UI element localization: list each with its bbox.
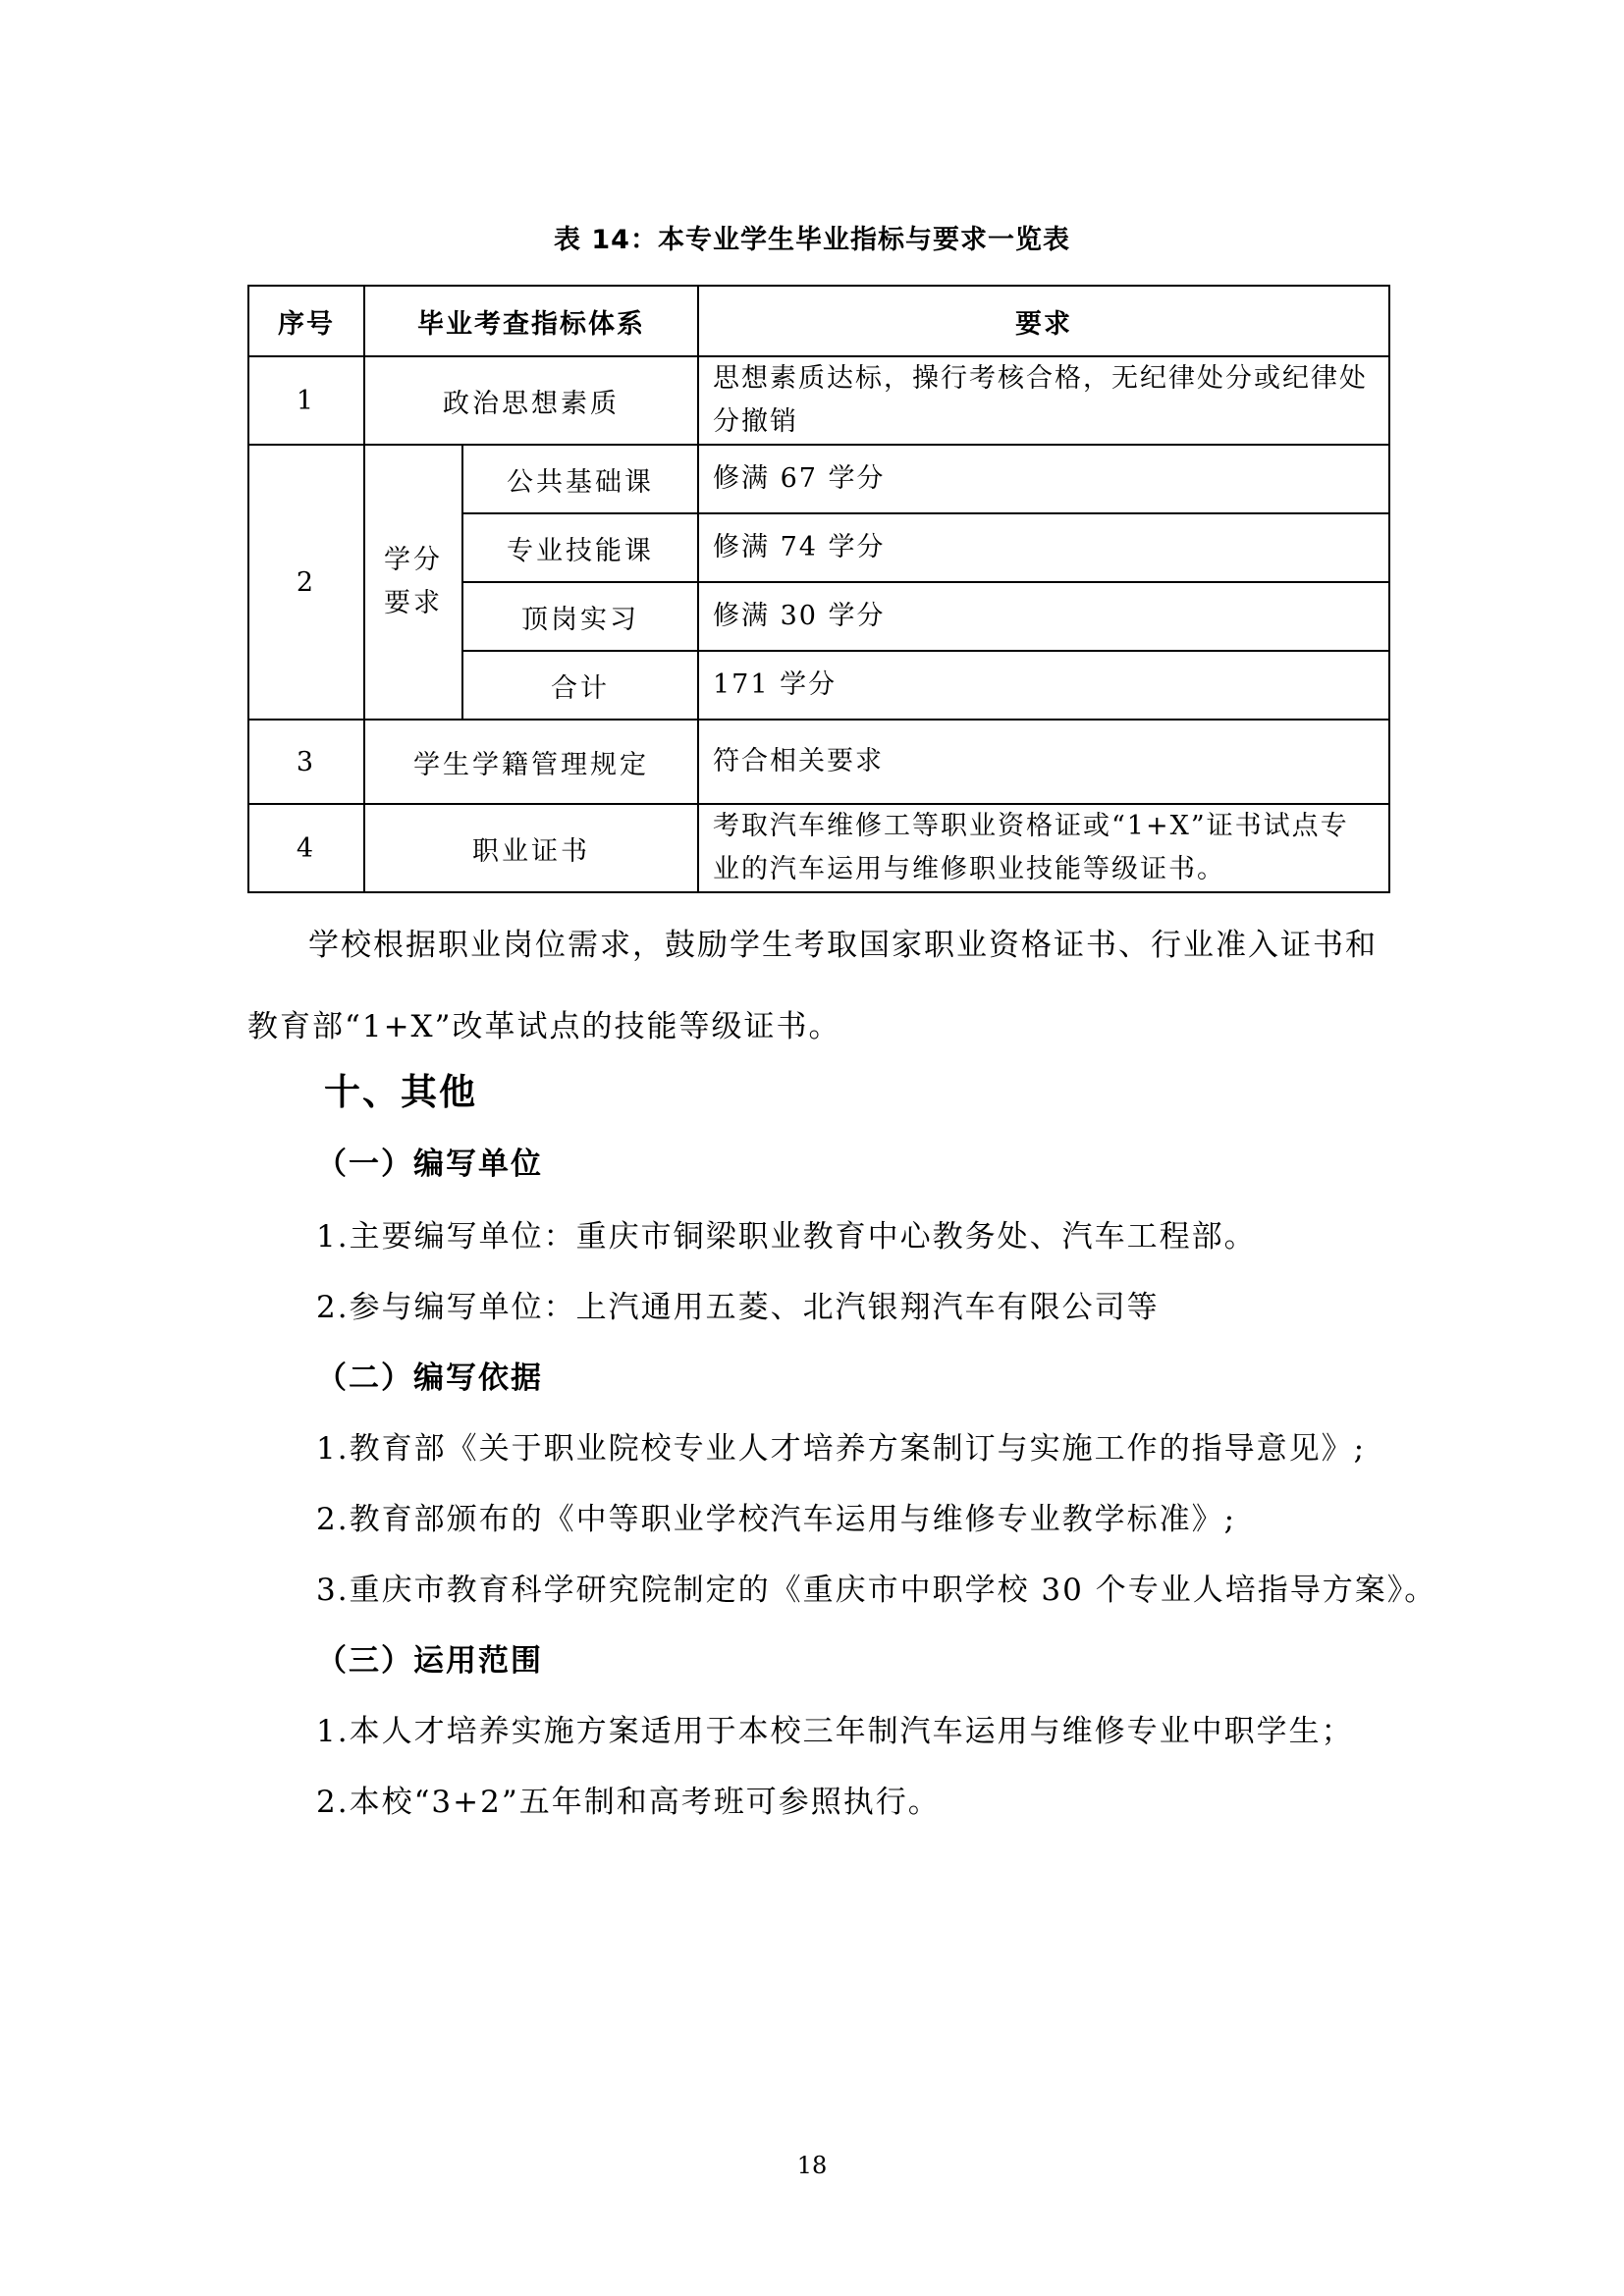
after-table-paragraph: 学校根据职业岗位需求，鼓励学生考取国家职业资格证书、行业准入证书和教育部“1+X”改革试点的技能等级证书。 — [247, 928, 1378, 1044]
row-requirement: 符合相关要求 — [698, 720, 1389, 804]
table-row — [248, 356, 1389, 445]
row-requirement: 修满 30 学分 — [698, 582, 1389, 651]
row-indicator: 合计 — [462, 651, 698, 720]
table-header-row — [248, 286, 1389, 356]
row-indicator: 职业证书 — [364, 804, 698, 892]
header-indicator: 毕业考查指标体系 — [364, 286, 698, 356]
subsection-title: （一）编写单位 — [316, 1147, 543, 1182]
subsection-title: （二）编写依据 — [316, 1361, 543, 1396]
row-indicator: 政治思想素质 — [364, 356, 698, 445]
row-indicator: 公共基础课 — [462, 445, 698, 513]
list-item: 3.重庆市教育科学研究院制定的《重庆市中职学校 30 个专业人培指导方案》。 — [316, 1573, 1437, 1608]
table-caption: 表 14：本专业学生毕业指标与要求一览表 — [554, 225, 1070, 255]
table-row — [248, 720, 1389, 804]
list-item: 1.本人才培养实施方案适用于本校三年制汽车运用与维修专业中职学生； — [316, 1714, 1354, 1749]
row-indicator: 专业技能课 — [462, 513, 698, 582]
row-requirement: 修满 67 学分 — [698, 445, 1389, 513]
row-no: 2 — [248, 445, 364, 720]
row-requirement: 考取汽车维修工等职业资格证或“1+X”证书试点专业的汽车运用与维修职业技能等级证书。 — [698, 804, 1389, 892]
row-requirement: 171 学分 — [698, 651, 1389, 720]
section-title: 十、其他 — [324, 1071, 477, 1113]
header-requirement: 要求 — [698, 286, 1389, 356]
graduation-requirements-table — [247, 285, 1390, 893]
list-item: 1.主要编写单位：重庆市铜梁职业教育中心教务处、汽车工程部。 — [316, 1219, 1257, 1255]
row-indicator: 顶岗实习 — [462, 582, 698, 651]
list-item: 2.本校“3+2”五年制和高考班可参照执行。 — [316, 1785, 941, 1820]
header-no: 序号 — [248, 286, 364, 356]
subsection-title: （三）运用范围 — [316, 1643, 543, 1679]
row-no: 4 — [248, 804, 364, 892]
list-item: 1.教育部《关于职业院校专业人才培养方案制订与实施工作的指导意见》; — [316, 1431, 1367, 1467]
row-no: 1 — [248, 356, 364, 445]
table-row — [248, 445, 1389, 513]
row-no: 3 — [248, 720, 364, 804]
row-indicator: 学生学籍管理规定 — [364, 720, 698, 804]
table-row — [248, 804, 1389, 892]
list-item: 2.教育部颁布的《中等职业学校汽车运用与维修专业教学标准》; — [316, 1502, 1237, 1537]
credit-group-label: 学分要求 — [364, 445, 462, 720]
row-requirement: 修满 74 学分 — [698, 513, 1389, 582]
page-number: 18 — [796, 2152, 828, 2179]
row-requirement: 思想素质达标，操行考核合格，无纪律处分或纪律处分撤销 — [698, 356, 1389, 445]
list-item: 2.参与编写单位：上汽通用五菱、北汽银翔汽车有限公司等 — [316, 1290, 1160, 1325]
